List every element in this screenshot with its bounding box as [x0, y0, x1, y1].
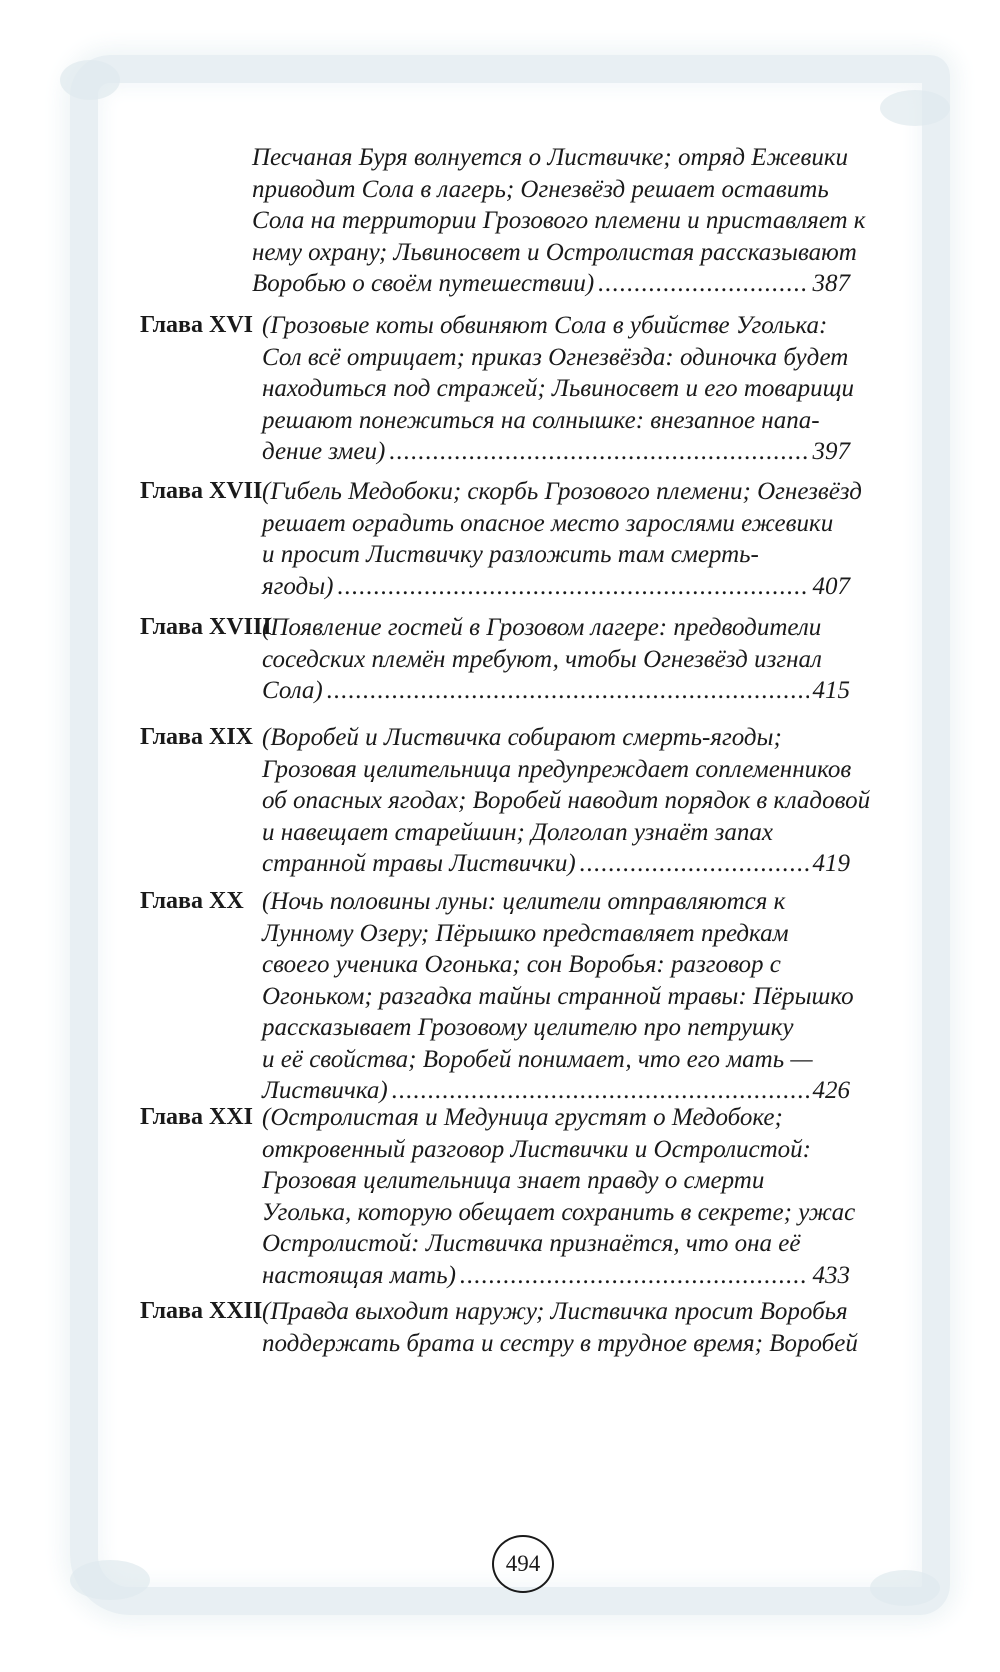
entry-line	[262, 1134, 811, 1165]
entry-text: Грозовая целительница знает правду о смерти	[262, 1167, 765, 1194]
entry-line	[262, 405, 820, 436]
entry-text: (Появление гостей в Грозовом лагере: предводители	[262, 614, 822, 641]
dot-leader	[337, 571, 808, 602]
entry-line	[262, 722, 782, 753]
entry-line	[262, 342, 848, 373]
entry-line	[262, 1228, 801, 1259]
entry-text: своего ученика Огонька; сон Воробья: разговор с	[262, 951, 781, 978]
entry-line	[262, 848, 576, 879]
entry-line	[262, 886, 785, 917]
entry-text: Сола на территории Грозового племени и приставляет к	[252, 207, 866, 234]
dot-leader	[460, 1260, 809, 1291]
entry-text: (Ночь половины луны: целители отправляются к	[262, 888, 786, 915]
entry-text: (Остролистая и Медуница грустят о Медобоке;	[262, 1104, 783, 1131]
entry-line	[262, 754, 851, 785]
entry-text: настоящая мать)	[262, 1261, 456, 1289]
entry-text: (Грозовые коты обвиняют Сола в убийстве Уголька:	[262, 312, 828, 339]
entry-text: (Правда выходит наружу; Листвичка просит Воробья	[262, 1298, 848, 1325]
entry-line	[262, 1044, 813, 1075]
chapter-label: Глава XXI	[140, 1104, 253, 1130]
entry-line	[262, 1012, 794, 1043]
page-ref: 397	[812, 438, 850, 465]
page-ref: 387	[812, 270, 850, 297]
entry-line	[262, 644, 822, 675]
entry-line	[262, 436, 385, 467]
chapter-label: Глава XVII	[140, 478, 263, 504]
page-ref: 415	[812, 677, 850, 704]
entry-text: Лунному Озеру; Пёрышко представляет предкам	[262, 919, 789, 947]
dot-leader	[327, 675, 809, 706]
entry-text: и навещает старейшин; Долголап узнаёт запах	[262, 818, 774, 846]
dot-leader	[580, 848, 809, 879]
entry-text: Песчаная Буря волнуется о Листвичке; отряд Ежевики	[252, 144, 849, 171]
entry-text: откровенный разговор Листвички и Остролистой:	[262, 1135, 811, 1163]
dot-leader	[598, 268, 808, 299]
page-ref: 426	[812, 1077, 850, 1104]
entry-text: (Воробей и Листвичка собирают смерть-ягоды;	[262, 724, 782, 751]
entry-line	[262, 310, 827, 341]
entry-text: об опасных ягодах; Воробей наводит порядок в кладовой	[262, 787, 871, 814]
entry-text: поддержать брата и сестру в трудное время; Воробей	[262, 1329, 858, 1357]
entry-text: Уголька, которую обещает сохранить в секрете; ужас	[262, 1198, 856, 1226]
entry-line	[262, 949, 781, 980]
page-ref: 433	[812, 1261, 850, 1289]
entry-line	[262, 539, 759, 570]
entry-line	[262, 1165, 764, 1196]
entry-line	[262, 1102, 783, 1133]
entry-text: соседских племён требуют, чтобы Огнезвёзд изгнал	[262, 645, 822, 673]
entry-line	[262, 1296, 848, 1327]
entry-text: Сол всё отрицает; приказ Огнезвёзда: одиночка будет	[262, 343, 849, 371]
entry-line	[262, 476, 862, 507]
entry-text: (Гибель Медобоки; скорбь Грозового племени; Огнезвёзд	[262, 478, 862, 505]
entry-line	[262, 571, 333, 602]
entry-line	[262, 1260, 456, 1291]
entry-text: находиться под стражей; Львиносвет и его товарищи	[262, 375, 854, 402]
entry-line	[262, 675, 323, 706]
entry-text: Остролистой: Листвичка признаётся, что она её	[262, 1230, 801, 1257]
chapter-label: Глава XVIII	[140, 614, 272, 640]
entry-line	[262, 981, 854, 1012]
entry-text: дение змеи)	[262, 438, 386, 465]
chapter-label: Глава XX	[140, 888, 244, 914]
entry-line	[252, 174, 829, 205]
entry-text: Грозовая целительница предупреждает соплеменников	[262, 755, 852, 783]
entry-line	[262, 373, 854, 404]
dot-leader	[389, 436, 808, 467]
entry-text: Огоньком; разгадка тайны странной травы: Пёрышко	[262, 982, 854, 1010]
entry-line	[252, 205, 865, 236]
entry-text: Листвичка)	[262, 1077, 388, 1104]
entry-line	[262, 1328, 858, 1359]
entry-text: нему охрану; Львиносвет и Остролистая рассказывают	[252, 238, 857, 266]
entry-line	[252, 237, 857, 268]
entry-line	[262, 785, 870, 816]
entry-line	[252, 142, 848, 173]
entry-text: странной травы Листвички)	[262, 850, 576, 877]
entry-text: и её свойства; Воробей понимает, что его мать —	[262, 1045, 813, 1073]
entry-text: приводит Сола в лагерь; Огнезвёзд решает оставить	[252, 175, 829, 203]
entry-line	[262, 918, 789, 949]
page-ref: 419	[812, 850, 850, 877]
entry-line	[262, 508, 833, 539]
entry-text: рассказывает Грозовому целителю про петрушку	[262, 1014, 794, 1041]
entry-text: решает оградить опасное место зарослями ежевики	[262, 509, 834, 537]
entry-text: решают понежиться на солнышке: внезапное напа-	[262, 406, 820, 434]
chapter-label: Глава XXII	[140, 1298, 263, 1324]
entry-text: Сола)	[262, 677, 323, 704]
entry-line	[262, 612, 821, 643]
entry-line	[262, 1197, 855, 1228]
entry-line	[252, 268, 594, 299]
entry-text: и просит Листвичку разложить там смерть-	[262, 541, 759, 568]
entry-text: Воробью о своём путешествии)	[252, 270, 595, 297]
entry-line	[262, 817, 773, 848]
entry-text: ягоды)	[262, 572, 334, 600]
chapter-label: Глава XIX	[140, 724, 253, 750]
page-number: 494	[492, 1535, 554, 1593]
page-ref: 407	[812, 572, 850, 600]
chapter-label: Глава XVI	[140, 312, 253, 338]
